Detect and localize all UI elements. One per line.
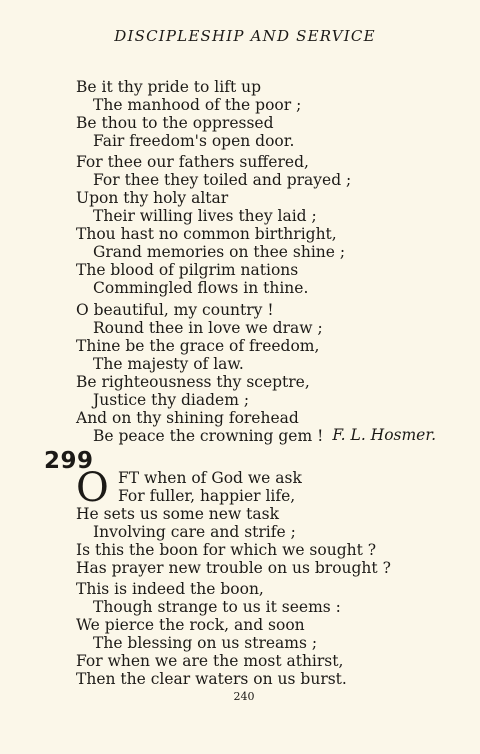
verse-line: We pierce the rock, and soon [76,616,305,634]
hymn-number: 299 [44,448,94,474]
verse-line: Be it thy pride to lift up [76,78,262,96]
verse-line: Involving care and strife ; [93,523,296,541]
verse-line: Justice thy diadem ; [93,391,250,409]
verse-line: Upon thy holy altar [76,189,229,207]
verse-line: Then the clear waters on us burst. [76,670,347,688]
verse-line: For fuller, happier life, [118,487,296,505]
page-number: 240 [233,690,255,703]
author-attribution: F. L. Hosmer. [332,426,436,444]
verse-line: This is indeed the boon, [76,580,264,598]
verse-line: Thine be the grace of freedom, [76,337,320,355]
verse-line: For thee they toiled and prayed ; [93,171,352,189]
verse-line: Be thou to the oppressed [76,114,274,132]
verse-line: Be righteousness thy sceptre, [76,373,310,391]
verse-line: The blessing on us streams ; [93,634,318,652]
verse-line: The manhood of the poor ; [93,96,302,114]
verse-line: For when we are the most athirst, [76,652,344,670]
running-head: DISCIPLESHIP AND SERVICE [114,27,376,45]
verse-line: The majesty of law. [93,355,244,373]
verse-line: Commingled flows in thine. [93,279,309,297]
verse-line: Though strange to us it seems : [93,598,341,616]
drop-cap: O [76,465,109,511]
verse-line: Their willing lives they laid ; [93,207,317,225]
verse-line: Has prayer new trouble on us brought ? [76,559,391,577]
verse-line: FT when of God we ask [118,469,302,487]
verse-line: Thou hast no common birthright, [76,225,337,243]
verse-line: Grand memories on thee shine ; [93,243,346,261]
verse-line: Round thee in love we draw ; [93,319,323,337]
verse-line: The blood of pilgrim nations [76,261,299,279]
verse-line: For thee our fathers suffered, [76,153,309,171]
verse-line: He sets us some new task [76,505,279,523]
verse-line: Be peace the crowning gem ! [93,427,324,445]
verse-line: Is this the boon for which we sought ? [76,541,377,559]
verse-line: O beautiful, my country ! [76,301,274,319]
verse-line: Fair freedom's open door. [93,132,295,150]
verse-line: And on thy shining forehead [76,409,299,427]
